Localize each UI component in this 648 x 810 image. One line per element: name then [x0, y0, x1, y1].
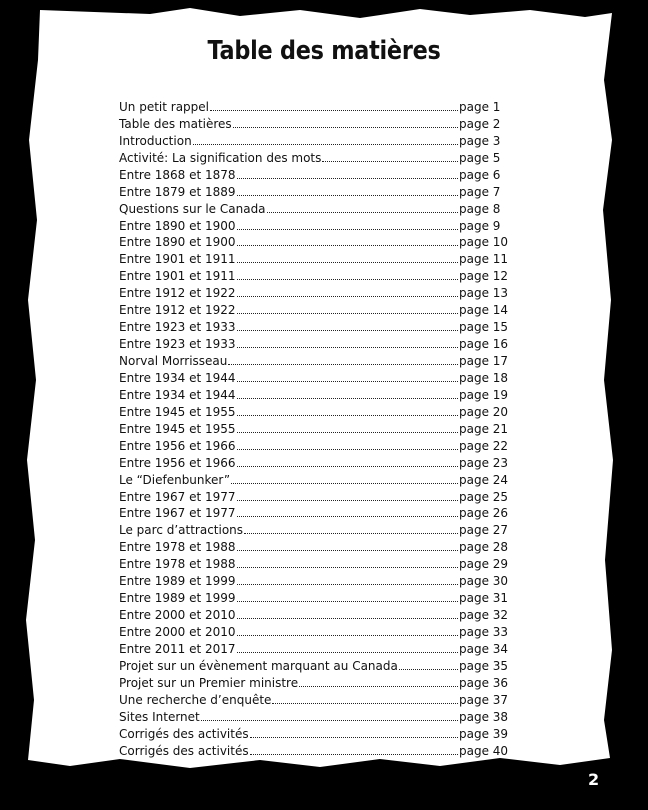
- toc-entry-label: Entre 1956 et 1966: [119, 455, 236, 470]
- dot-leader: [237, 567, 458, 568]
- dot-leader: [193, 144, 458, 145]
- toc-entry: [119, 520, 519, 537]
- dot-leader: [250, 754, 458, 755]
- toc-entry-label: Entre 2011 et 2017: [119, 641, 236, 656]
- dot-leader: [399, 669, 458, 670]
- dot-leader: [237, 584, 458, 585]
- toc-entry-label: Entre 1945 et 1955: [119, 421, 236, 436]
- toc-entry-page: page 31: [459, 591, 509, 606]
- toc-entry-page: page 36: [459, 675, 509, 690]
- toc-entry: [119, 182, 519, 199]
- toc-entry: [119, 656, 519, 673]
- toc-entry: [119, 741, 519, 758]
- toc-entry-label: Entre 1868 et 1878: [119, 167, 236, 182]
- table-of-contents: [119, 97, 519, 758]
- dot-leader: [237, 330, 458, 331]
- toc-entry-label: Entre 1934 et 1944: [119, 370, 236, 385]
- toc-entry-label: Norval Morrisseau: [119, 354, 228, 368]
- toc-entry-page: page 19: [459, 387, 509, 402]
- toc-entry-page: page 1: [459, 99, 501, 114]
- toc-entry-page: page 13: [459, 286, 509, 301]
- dot-leader: [237, 279, 458, 280]
- toc-entry-page: page 30: [459, 574, 509, 589]
- toc-entry-page: page 32: [459, 608, 509, 623]
- toc-entry: [119, 554, 519, 571]
- dot-leader: [201, 720, 458, 721]
- toc-entry-label: Table des matières: [119, 116, 232, 131]
- dot-leader: [210, 110, 458, 111]
- toc-entry: [119, 199, 519, 216]
- dot-leader: [237, 398, 458, 399]
- toc-entry-label: Le parc d’attractions: [119, 523, 244, 538]
- toc-entry-label: Entre 1890 et 1900: [119, 235, 236, 250]
- toc-entry: [119, 249, 519, 266]
- toc-entry: [119, 368, 519, 385]
- dot-leader: [237, 195, 458, 196]
- toc-entry: [119, 436, 519, 453]
- dot-leader: [237, 635, 458, 636]
- toc-entry-label: Entre 1901 et 1911: [119, 252, 236, 267]
- dot-leader: [237, 347, 458, 348]
- dot-leader: [231, 483, 458, 484]
- toc-entry: [119, 233, 519, 250]
- toc-entry: [119, 487, 519, 504]
- toc-entry-label: Une recherche d’enquête: [119, 692, 272, 707]
- toc-entry: [119, 724, 519, 741]
- toc-entry: [119, 537, 519, 554]
- toc-entry-page: page 15: [459, 320, 509, 335]
- toc-entry-page: page 29: [459, 557, 509, 572]
- toc-entry: [119, 690, 519, 707]
- dot-leader: [250, 737, 458, 738]
- toc-entry: [119, 419, 519, 436]
- toc-entry-page: page 33: [459, 625, 509, 639]
- toc-entry-label: Entre 1978 et 1988: [119, 557, 236, 572]
- toc-entry: [119, 571, 519, 588]
- toc-entry-label: Entre 1989 et 1999: [119, 591, 236, 606]
- dot-leader: [237, 500, 458, 501]
- toc-entry-label: Entre 2000 et 2010: [119, 608, 236, 623]
- dot-leader: [233, 127, 458, 128]
- toc-entry-label: Entre 1967 et 1977: [119, 489, 236, 504]
- toc-entry-page: page 16: [459, 337, 509, 352]
- dot-leader: [267, 212, 458, 213]
- dot-leader: [237, 466, 458, 467]
- toc-entry-page: page 21: [459, 421, 509, 436]
- dot-leader: [299, 686, 458, 687]
- toc-entry-page: page 6: [459, 167, 501, 182]
- toc-entry: [119, 385, 519, 402]
- dot-leader: [244, 533, 458, 534]
- toc-entry: [119, 266, 519, 283]
- toc-entry-page: page 17: [459, 354, 509, 368]
- toc-entry-page: page 38: [459, 709, 509, 724]
- dot-leader: [237, 618, 458, 619]
- toc-entry: [119, 216, 519, 233]
- toc-entry: [119, 148, 519, 165]
- toc-entry-label: Introduction: [119, 133, 192, 148]
- toc-entry-page: page 7: [459, 184, 501, 199]
- toc-entry-label: Questions sur le Canada: [119, 201, 266, 216]
- toc-entry-label: Entre 1956 et 1966: [119, 438, 236, 453]
- dot-leader: [237, 449, 458, 450]
- toc-entry-label: Entre 1989 et 1999: [119, 574, 236, 589]
- toc-entry-label: Entre 1945 et 1955: [119, 404, 236, 419]
- toc-entry: [119, 97, 519, 114]
- toc-entry: [119, 673, 519, 690]
- dot-leader: [237, 178, 458, 179]
- toc-entry-page: page 28: [459, 540, 509, 555]
- toc-entry-label: Entre 2000 et 2010: [119, 625, 236, 639]
- toc-entry-page: page 12: [459, 269, 509, 284]
- toc-entry-label: Le “Diefenbunker”: [119, 472, 231, 487]
- toc-entry-page: page 14: [459, 303, 509, 318]
- dot-leader: [237, 516, 458, 517]
- toc-entry-page: page 25: [459, 489, 509, 504]
- dot-leader: [237, 262, 458, 263]
- dot-leader: [237, 313, 458, 314]
- dot-leader: [322, 161, 458, 162]
- dot-leader: [237, 245, 458, 246]
- toc-entry-page: page 24: [459, 472, 509, 487]
- toc-entry-label: Projet sur un évènement marquant au Canada: [119, 658, 398, 673]
- dot-leader: [237, 652, 458, 653]
- toc-entry-page: page 39: [459, 726, 509, 741]
- toc-entry-page: page 9: [459, 218, 501, 233]
- toc-entry-page: page 40: [459, 743, 509, 758]
- toc-entry-label: Corrigés des activités: [119, 743, 249, 758]
- toc-entry-label: Entre 1934 et 1944: [119, 387, 236, 402]
- toc-entry-page: page 11: [459, 252, 509, 267]
- toc-entry-label: Entre 1912 et 1922: [119, 286, 236, 301]
- toc-entry-page: page 34: [459, 641, 509, 656]
- dot-leader: [237, 432, 458, 433]
- toc-entry: [119, 334, 519, 351]
- toc-entry-label: Entre 1912 et 1922: [119, 303, 236, 318]
- toc-entry: [119, 300, 519, 317]
- dot-leader: [237, 381, 458, 382]
- toc-entry-page: page 2: [459, 116, 501, 131]
- toc-entry-label: Corrigés des activités: [119, 726, 249, 741]
- dot-leader: [237, 415, 458, 416]
- toc-entry: [119, 639, 519, 656]
- toc-entry-page: page 18: [459, 370, 509, 385]
- dot-leader: [228, 364, 458, 365]
- toc-entry-label: Entre 1879 et 1889: [119, 184, 236, 199]
- dot-leader: [272, 703, 458, 704]
- toc-entry: [119, 470, 519, 487]
- toc-entry: [119, 588, 519, 605]
- toc-entry-label: Entre 1901 et 1911: [119, 269, 236, 284]
- toc-entry: [119, 283, 519, 300]
- toc-entry-page: page 20: [459, 404, 509, 419]
- toc-entry-label: Projet sur un Premier ministre: [119, 675, 299, 690]
- toc-entry-page: page 23: [459, 455, 509, 470]
- toc-entry: [119, 114, 519, 131]
- page-number: 2: [588, 770, 600, 789]
- toc-entry-page: page 10: [459, 235, 509, 250]
- toc-entry-label: Entre 1978 et 1988: [119, 540, 236, 555]
- toc-entry-label: Un petit rappel: [119, 99, 209, 114]
- toc-entry-label: Entre 1890 et 1900: [119, 218, 236, 233]
- toc-entry-page: page 5: [459, 150, 501, 165]
- toc-entry: [119, 707, 519, 724]
- dot-leader: [237, 229, 458, 230]
- dot-leader: [237, 296, 458, 297]
- toc-entry-label: Sites Internet: [119, 709, 200, 724]
- toc-entry: [119, 622, 519, 639]
- toc-entry: [119, 453, 519, 470]
- toc-entry-page: page 8: [459, 201, 501, 216]
- toc-entry: [119, 351, 519, 368]
- dot-leader: [237, 601, 458, 602]
- toc-entry-page: page 3: [459, 133, 501, 148]
- page-title: Table des matières: [207, 36, 441, 66]
- toc-entry-page: page 27: [459, 523, 509, 538]
- toc-entry-page: page 22: [459, 438, 509, 453]
- toc-entry: [119, 504, 519, 521]
- dot-leader: [237, 550, 458, 551]
- toc-entry-label: Entre 1967 et 1977: [119, 506, 236, 521]
- toc-entry: [119, 402, 519, 419]
- toc-entry: [119, 605, 519, 622]
- toc-entry-page: page 26: [459, 506, 509, 521]
- toc-entry: [119, 131, 519, 148]
- toc-entry-label: Entre 1923 et 1933: [119, 337, 236, 352]
- toc-entry: [119, 165, 519, 182]
- toc-entry-label: Activité: La signification des mots: [119, 150, 322, 165]
- toc-entry: [119, 317, 519, 334]
- toc-entry-page: page 35: [459, 658, 509, 673]
- toc-entry-label: Entre 1923 et 1933: [119, 320, 236, 335]
- toc-entry-page: page 37: [459, 692, 509, 707]
